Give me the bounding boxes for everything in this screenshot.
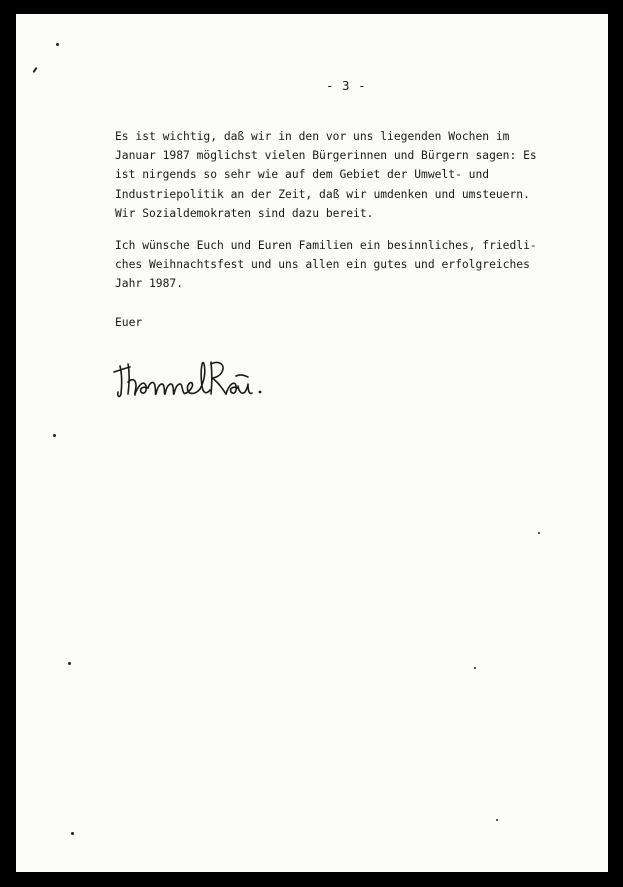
paragraph-1: Es ist wichtig, daß wir in den vor uns liegenden Wochen im Januar 1987 möglichst vielen Bürgerinnen und Bürgern sagen: Es ist nirgends so sehr wie auf dem Gebiet der Umwelt- und Industriepolitik an der Zeit, daß wir umdenken und umsteuern. Wir Sozialdemokraten sind dazu bereit. [115, 130, 537, 220]
handwritten-signature [108, 342, 298, 412]
scan-speck [496, 819, 498, 821]
paragraph-2: Ich wünsche Euch und Euren Familien ein besinnliches, friedli- ches Weihnachtsfest und uns allen ein gutes und erfolgreiches Jahr 1987. [115, 239, 537, 291]
page-number: - 3 - [326, 78, 367, 93]
scan-speck [474, 667, 476, 669]
scan-speck [538, 532, 540, 534]
scan-speck [56, 43, 59, 46]
scan-speck [68, 662, 71, 665]
scan-speck [32, 67, 37, 73]
closing-salutation: Euer [115, 316, 143, 329]
letter-page [16, 14, 608, 872]
scan-speck [71, 832, 74, 835]
scan-speck [53, 434, 56, 437]
